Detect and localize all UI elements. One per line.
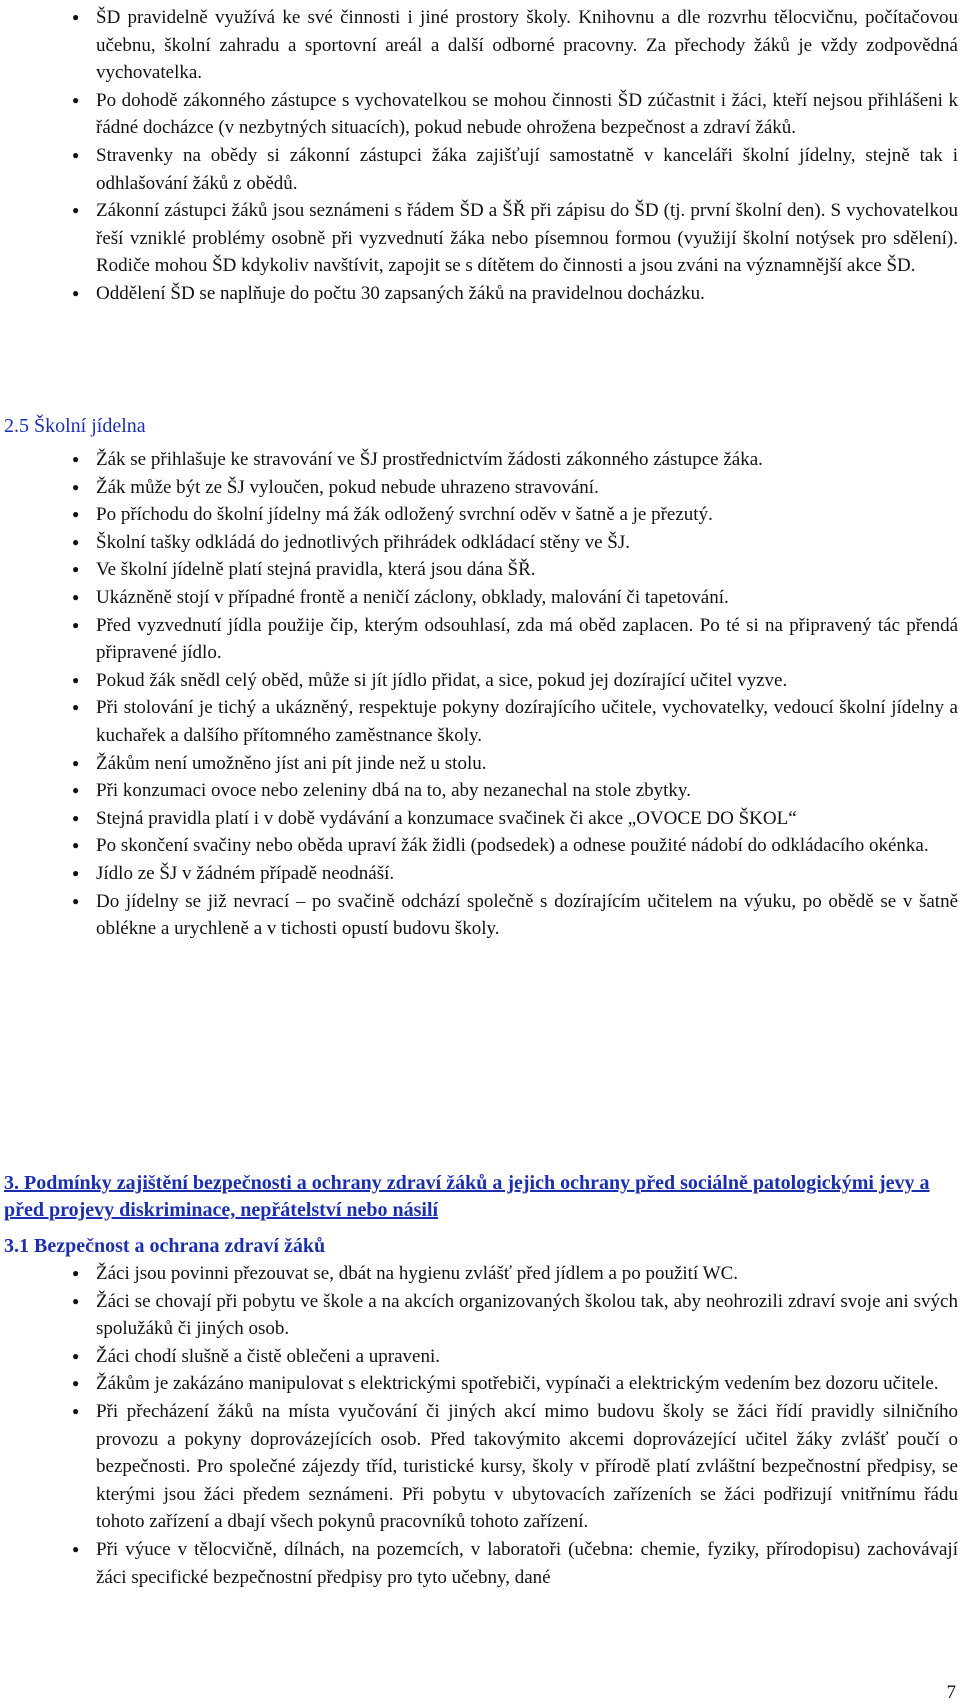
- list-item: ● Po skončení svačiny nebo oběda upraví žák židli (podsedek) a odnese použité nádobí do odkládacího okénka.: [70, 832, 958, 860]
- list-item: ● Žák se přihlašuje ke stravování ve ŠJ prostřednictvím žádosti zákonného zástupce žáka.: [70, 446, 958, 474]
- list-item: ● Žáci se chovají při pobytu ve škole a na akcích organizovaných školou tak, aby neohrozili zdraví svoje ani svých spolužáků či jiných osob.: [70, 1288, 958, 1343]
- list-item: ● Zákonní zástupci žáků jsou seznámeni s řádem ŠD a ŠŘ při zápisu do ŠD (tj. první školní den). S vychovatelkou řeší vzniklé problémy osobně při vyzvednutí žáka nebo písemnou formou (využijí školní notýsek pro sdělení). Rodiče mohou ŠD kdykoliv navštívit, zapojit se s dítětem do činnosti a jsou zváni na významnější akce ŠD.: [70, 197, 958, 280]
- section-heading-3-1: 3.1 Bezpečnost a ochrana zdraví žáků: [4, 1235, 326, 1257]
- list-sd-rules: [70, 4, 958, 308]
- list-item: ● Žákům není umožněno jíst ani pít jinde než u stolu.: [70, 750, 958, 778]
- section-heading-2-5: 2.5 Školní jídelna: [4, 415, 146, 437]
- list-item: ● Jídlo ze ŠJ v žádném případě neodnáší.: [70, 860, 958, 888]
- list-item: ● Žák může být ze ŠJ vyloučen, pokud nebude uhrazeno stravování.: [70, 474, 958, 502]
- list-safety-rules: [70, 1260, 958, 1591]
- list-item: ● Stejná pravidla platí i v době vydávání a konzumace svačinek či akce „OVOCE DO ŠKOL“: [70, 805, 958, 833]
- list-item: ● Po dohodě zákonného zástupce s vychovatelkou se mohou činnosti ŠD zúčastnit i žáci, kteří nejsou přihlášeni k řádné docházce (v nezbytných situacích), pokud nebude ohrožena bezpečnost a zdraví žáků.: [70, 87, 958, 142]
- list-item: ● Při výuce v tělocvičně, dílnách, na pozemcích, v laboratoři (učebna: chemie, fyziky, přírodopisu) zachovávají žáci specifické bezpečnostní předpisy pro tyto učebny, dané: [70, 1536, 958, 1591]
- list-item: ● Školní tašky odkládá do jednotlivých přihrádek odkládací stěny ve ŠJ.: [70, 529, 958, 557]
- list-item: ● Žákům je zakázáno manipulovat s elektrickými spotřebiči, vypínači a elektrickým vedením bez dozoru učitele.: [70, 1370, 958, 1398]
- list-item: ● Při konzumaci ovoce nebo zeleniny dbá na to, aby nezanechal na stole zbytky.: [70, 777, 958, 805]
- list-item: ● Oddělení ŠD se naplňuje do počtu 30 zapsaných žáků na pravidelnou docházku.: [70, 280, 958, 308]
- list-item: ● Pokud žák snědl celý oběd, může si jít jídlo přidat, a sice, pokud jej dozírající učitel vyzve.: [70, 667, 958, 695]
- list-item: ● Po příchodu do školní jídelny má žák odložený svrchní oděv v šatně a je přezutý.: [70, 501, 958, 529]
- list-item: ● Ve školní jídelně platí stejná pravidla, která jsou dána ŠŘ.: [70, 556, 958, 584]
- list-item: ● ŠD pravidelně využívá ke své činnosti i jiné prostory školy. Knihovnu a dle rozvrhu tělocvičnu, počítačovou učebnu, školní zahradu a sportovní areál a další odborné pracovny. Za přechody žáků je vždy zodpovědná vychovatelka.: [70, 4, 958, 87]
- list-item: ● Před vyzvednutí jídla použije čip, kterým odsouhlasí, zda má oběd zaplacen. Po té si na připravený tác přendá připravené jídlo.: [70, 612, 958, 667]
- list-item: ● Při stolování je tichý a ukázněný, respektuje pokyny dozírajícího učitele, vychovatelky, vedoucí školní jídelny a kuchařek a dalšího přítomného zaměstnance školy.: [70, 694, 958, 749]
- page-number: 7: [946, 1682, 956, 1703]
- list-item: ● Stravenky na obědy si zákonní zástupci žáka zajišťují samostatně v kanceláři školní jídelny, stejně tak i odhlašování žáků z obědů.: [70, 142, 958, 197]
- list-canteen-rules: [70, 446, 958, 943]
- list-item: ● Při přecházení žáků na místa vyučování či jiných akcí mimo budovu školy se žáci řídí pravidly silničního provozu a pokyny doprovázejících osob. Před takovýmito akcemi doprovázející učitel žáky zvlášť poučí o bezpečnosti. Pro společné zájezdy tříd, turistické kursy, školy v přírodě platí zvláštní bezpečnostní předpisy, se kterými jsou žáci předem seznámeni. Při pobytu v ubytovacích zařízeních se žáci podřizují vnitřnímu řádu tohoto zařízení a dbají všech pokynů pracovníků tohoto zařízení.: [70, 1398, 958, 1536]
- section-heading-3-link[interactable]: 3. Podmínky zajištění bezpečnosti a ochrany zdraví žáků a jejich ochrany před sociálně patologickými jevy a před projevy diskriminace, nepřátelství nebo násilí: [4, 1172, 930, 1221]
- list-item: ● Žáci jsou povinni přezouvat se, dbát na hygienu zvlášť před jídlem a po použití WC.: [70, 1260, 958, 1288]
- list-item: ● Žáci chodí slušně a čistě oblečeni a upraveni.: [70, 1343, 958, 1371]
- list-item: ● Ukázněně stojí v případné frontě a neničí záclony, obklady, malování či tapetování.: [70, 584, 958, 612]
- list-item: ● Do jídelny se již nevrací – po svačině odchází společně s dozírajícím učitelem na výuku, po obědě se v šatně oblékne a urychleně a v tichosti opustí budovu školy.: [70, 888, 958, 943]
